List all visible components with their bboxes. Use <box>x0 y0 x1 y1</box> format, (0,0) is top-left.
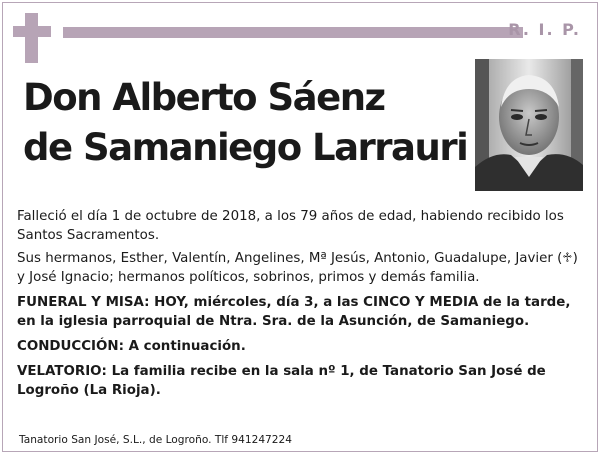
funeral-home-footer: Tanatorio San José, S.L., de Logroño. Tlf 941247224 <box>19 434 293 446</box>
latin-cross-icon <box>13 13 51 63</box>
wake-info: VELATORIO: La familia recibe en la sala nº 1, de Tanatorio San José de Logroño (La Rioja). <box>17 364 546 398</box>
deceased-name-line1: Don Alberto Sáenz <box>23 76 385 119</box>
death-notice: Falleció el día 1 de octubre de 2018, a los 79 años de edad, habiendo recibido los Santos Sacramentos. <box>17 209 564 243</box>
family-text-start: Sus hermanos, Esther, Valentín, Angelines, Mª Jesús, Antonio, Guadalupe, Javier ( <box>17 251 563 266</box>
notice-body <box>17 207 587 400</box>
deceased-name-line2: de Samaniego Larrauri <box>23 126 468 169</box>
family-list <box>17 249 587 287</box>
header-rule <box>63 27 523 38</box>
portrait-photo <box>475 59 583 191</box>
family-text-end: ) y José Ignacio; hermanos políticos, sobrinos, primos y demás familia. <box>17 251 578 285</box>
conduction-info: CONDUCCIÓN: A continuación. <box>17 339 246 354</box>
obituary-notice <box>2 2 598 452</box>
rip-label: R. I. P. <box>508 20 581 39</box>
deceased-name <box>23 73 468 173</box>
deceased-cross-icon: ♱ <box>562 251 573 266</box>
funeral-info: FUNERAL Y MISA: HOY, miércoles, día 3, a las CINCO Y MEDIA de la tarde, en la iglesia parroquial de Ntra. Sra. de la Asunción, de Samaniego. <box>17 295 571 329</box>
